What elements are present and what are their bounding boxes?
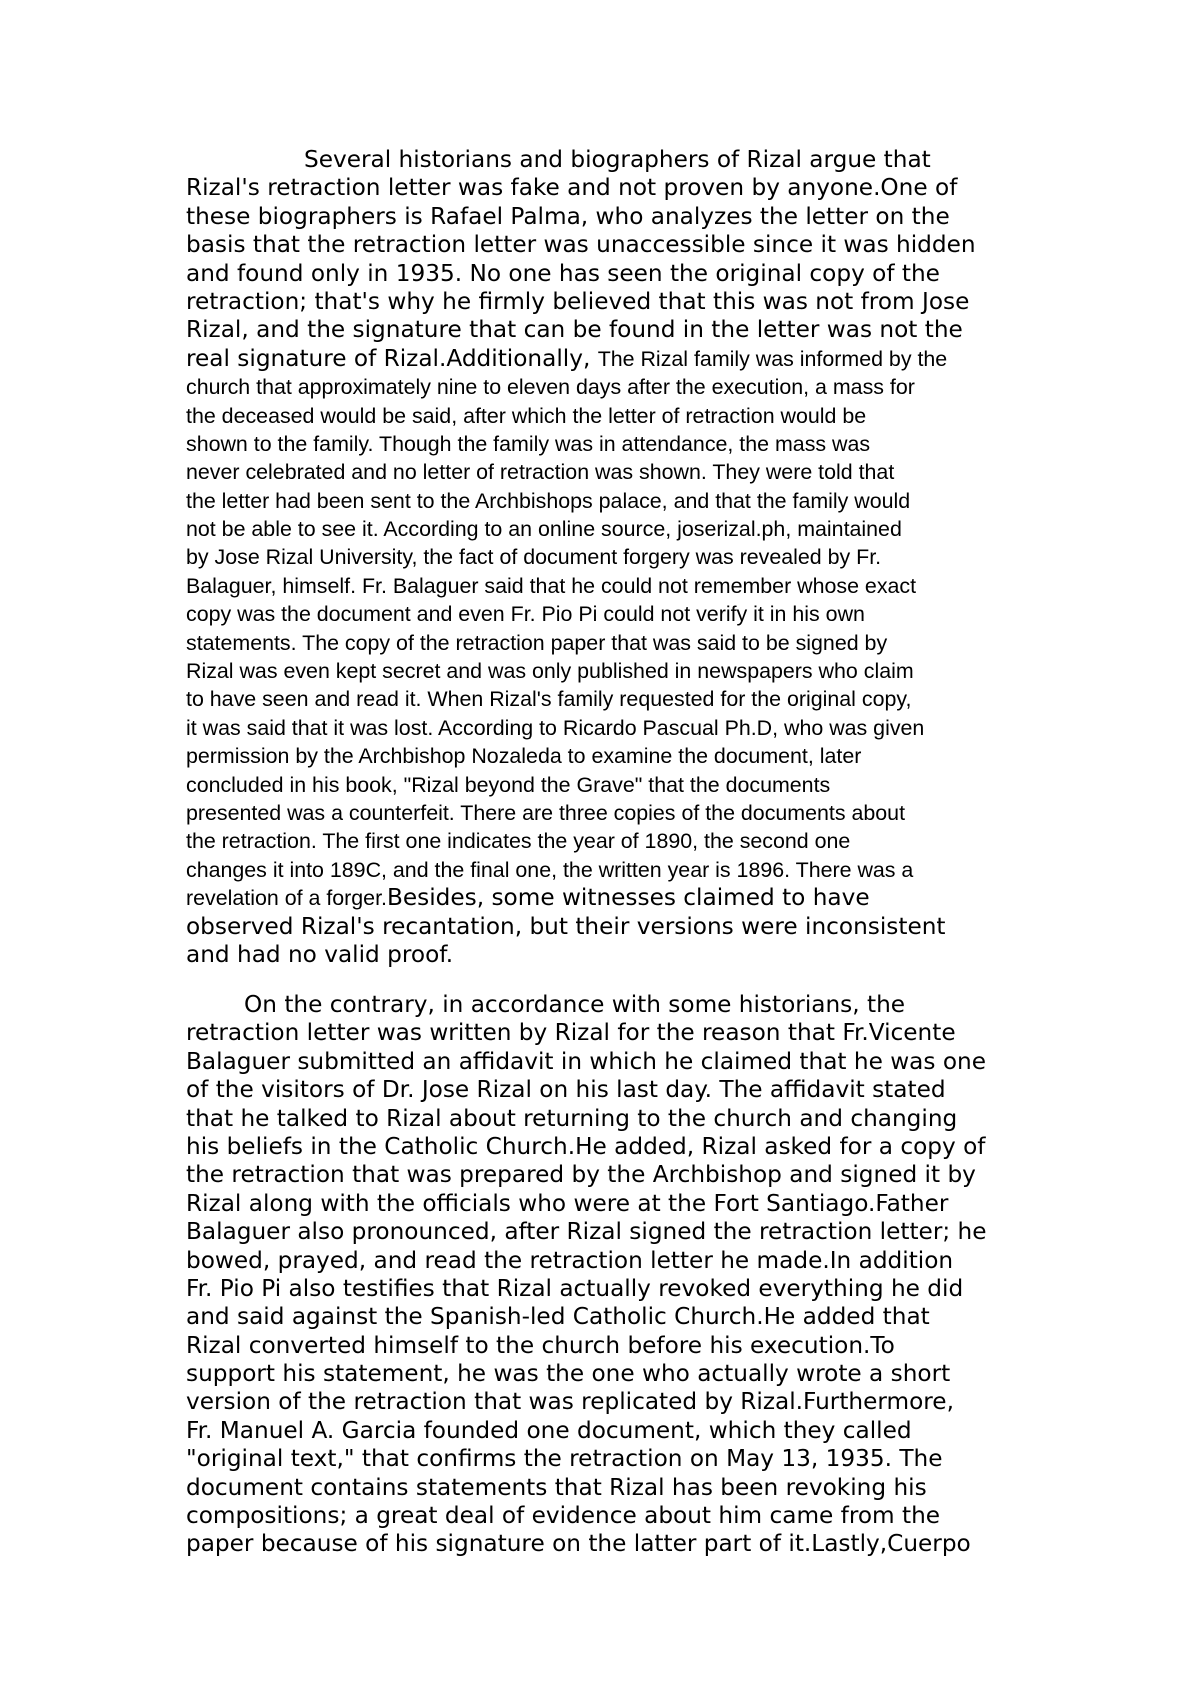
text-run: not be able to see it. According to an online source, joserizal.ph, maintained [186,517,902,542]
text-run: changes it into 189C, and the final one, the written year is 1896. There was a [186,857,914,882]
text-line [186,1275,1036,1303]
text-line [186,941,1036,969]
text-line [186,856,1036,884]
text-line [186,1161,1036,1189]
text-line [186,1048,1036,1076]
text-line [186,1019,1036,1047]
text-run: version of the retraction that was replicated by Rizal.Furthermore, [186,1388,954,1416]
text-line [186,316,1036,344]
text-line [186,345,1036,373]
text-line [186,1332,1036,1360]
text-line [186,402,1036,430]
text-run: compositions; a great deal of evidence about him came from the [186,1502,941,1530]
text-line [186,884,1036,912]
text-run: Fr. Manuel A. Garcia founded one document, which they called [186,1416,912,1444]
text-run: shown to the family. Though the family was in attendance, the mass was [186,431,871,456]
text-line [186,1360,1036,1388]
text-line [186,1445,1036,1473]
text-line [186,771,1036,799]
text-run: statements. The copy of the retraction paper that was said to be signed by [186,630,888,655]
paragraph-1 [186,146,1036,969]
text-line [186,203,1036,231]
text-run: retraction letter was written by Rizal for the reason that Fr.Vicente [186,1019,956,1047]
text-line [186,657,1036,685]
text-run: to have seen and read it. When Rizal's family requested for the original copy, [186,687,912,712]
text-line [186,430,1036,458]
text-line [186,742,1036,770]
text-run: presented was a counterfeit. There are three copies of the documents about [186,800,906,825]
text-line [186,146,1036,174]
text-run: "original text," that confirms the retraction on May 13, 1935. The [186,1445,943,1473]
text-line [186,827,1036,855]
text-run: the letter had been sent to the Archbishops palace, and that the family would [186,488,911,513]
text-run: The Rizal family was informed by the [597,346,948,371]
text-line [186,913,1036,941]
text-line [186,799,1036,827]
text-run: basis that the retraction letter was unaccessible since it was hidden [186,231,976,259]
text-run: it was said that it was lost. According to Ricardo Pascual Ph.D, who was given [186,715,925,740]
text-run: Balaguer submitted an affidavit in which he claimed that he was one [186,1047,986,1075]
text-run: Besides, some witnesses claimed to have [386,884,870,912]
text-line [186,231,1036,259]
text-run: Several historians and biographers of Rizal argue that [304,146,931,173]
text-run: Rizal, and the signature that can be found in the letter was not the [186,316,963,344]
text-line [186,373,1036,401]
text-run: and found only in 1935. No one has seen the original copy of the [186,259,940,287]
text-line [186,1190,1036,1218]
text-run: and had no valid proof. [186,940,454,968]
text-run: Rizal was even kept secret and was only published in newspapers who claim [186,659,914,684]
text-run: copy was the document and even Fr. Pio Pi could not verify it in his own [186,602,865,627]
text-line [186,1303,1036,1331]
text-run: the retraction that was prepared by the Archbishop and signed it by [186,1161,976,1189]
text-line [186,487,1036,515]
text-run: the deceased would be said, after which the letter of retraction would be [186,403,867,428]
text-line [186,629,1036,657]
text-run: the retraction. The first one indicates the year of 1890, the second one [186,829,851,854]
text-line [186,174,1036,202]
text-line [186,685,1036,713]
text-run: Balaguer, himself. Fr. Balaguer said that he could not remember whose exact [186,573,917,598]
text-line [186,543,1036,571]
text-run: Rizal converted himself to the church before his execution.To [186,1331,895,1359]
text-run: document contains statements that Rizal has been revoking his [186,1473,927,1501]
text-line [186,1530,1036,1558]
text-run: by Jose Rizal University, the fact of document forgery was revealed by Fr. [186,545,882,570]
paragraph-2 [186,991,1036,1559]
text-run: of the visitors of Dr. Jose Rizal on his last day. The affidavit stated [186,1076,946,1104]
text-run: support his statement, he was the one who actually wrote a short [186,1360,951,1388]
text-run: permission by the Archbishop Nozaleda to examine the document, later [186,744,862,769]
text-run: revelation of a forger. [186,886,387,911]
text-line [186,515,1036,543]
text-line [186,1388,1036,1416]
text-line [186,1417,1036,1445]
text-run: Rizal's retraction letter was fake and not proven by anyone.One of [186,174,958,202]
text-run: and said against the Spanish-led Catholic Church.He added that [186,1303,930,1331]
text-run: retraction; that's why he firmly believed that this was not from Jose [186,287,970,315]
text-run: concluded in his book, "Rizal beyond the Grave" that the documents [186,772,831,797]
text-line [186,1474,1036,1502]
text-line [186,1502,1036,1530]
text-line [186,1218,1036,1246]
text-run: never celebrated and no letter of retraction was shown. They were told that [186,460,895,485]
text-line [186,1247,1036,1275]
text-run: real signature of Rizal.Additionally, [186,344,598,372]
text-run: Fr. Pio Pi also testifies that Rizal actually revoked everything he did [186,1274,964,1302]
text-run: church that approximately nine to eleven days after the execution, a mass for [186,375,915,400]
text-run: that he talked to Rizal about returning to the church and changing [186,1104,958,1132]
text-run: his beliefs in the Catholic Church.He added, Rizal asked for a copy of [186,1132,986,1160]
text-line [186,1133,1036,1161]
text-run: On the contrary, in accordance with some historians, the [244,991,906,1018]
text-line [186,1076,1036,1104]
text-line [186,288,1036,316]
text-line [186,1105,1036,1133]
text-run: Rizal along with the officials who were at the Fort Santiago.Father [186,1189,949,1217]
text-line [186,991,1036,1019]
text-run: observed Rizal's recantation, but their versions were inconsistent [186,912,946,940]
text-run: paper because of his signature on the latter part of it.Lastly,Cuerpo [186,1530,971,1558]
text-line [186,600,1036,628]
text-run: Balaguer also pronounced, after Rizal signed the retraction letter; he [186,1218,987,1246]
text-line [186,458,1036,486]
text-line [186,572,1036,600]
text-line [186,714,1036,742]
text-run: these biographers is Rafael Palma, who analyzes the letter on the [186,202,950,230]
text-line [186,260,1036,288]
text-run: bowed, prayed, and read the retraction letter he made.In addition [186,1246,954,1274]
